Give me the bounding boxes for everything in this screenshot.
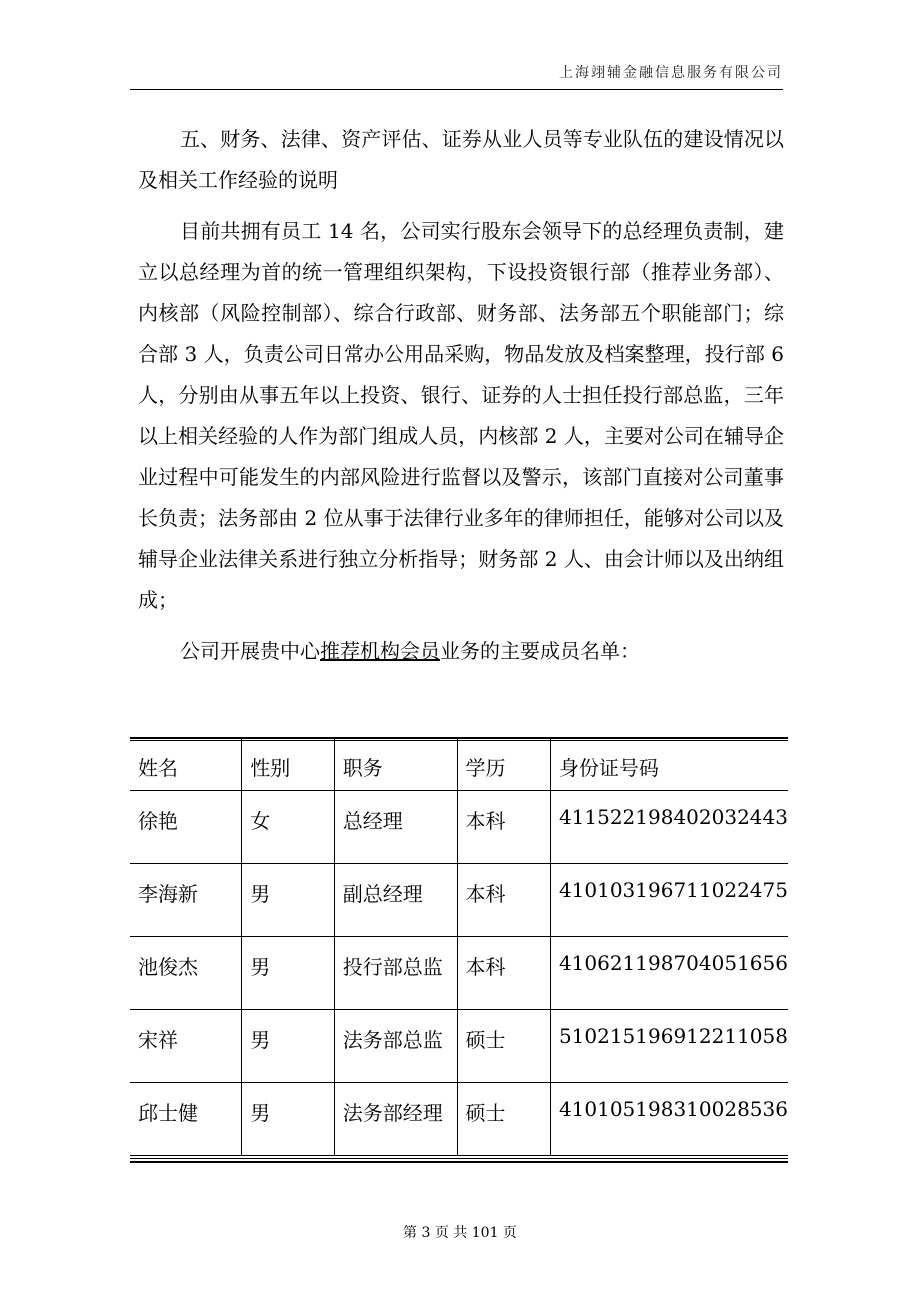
page-header-company: 上海翊辅金融信息服务有限公司: [559, 65, 783, 81]
cell-name: 邱士健: [130, 1082, 242, 1155]
cell-name: 徐艳: [130, 790, 242, 863]
header-rule: [130, 89, 783, 90]
member-list-intro: [138, 631, 784, 672]
cell-education: 硕士: [457, 1009, 550, 1082]
cell-id-number: 410105198310028536: [550, 1082, 788, 1155]
page-number-footer: 第 3 页 共 101 页: [403, 1225, 517, 1241]
cell-position: 总经理: [334, 790, 457, 863]
cell-position: 投行部总监: [334, 936, 457, 1009]
table-row: [130, 863, 788, 936]
cell-name: 池俊杰: [130, 936, 242, 1009]
section-body: 目前共拥有员工 14 名，公司实行股东会领导下的总经理负责制，建立以总经理为首的统一管理组织架构，下设投资银行部（推荐业务部）、内核部（风险控制部）、综合行政部、财务部、法务部五个职能部门；综合部 3 人，负责公司日常办公用品采购，物品发放及档案整理，投行部 6 人，分别由从事五年以上投资、银行、证券的人士担任投行部总监，三年以上相关经验的人作为部门组成人员，内核部 2 人，主要对公司在辅导企业过程中可能发生的内部风险进行监督以及警示，该部门直接对公司董事长负责；法务部由 2 位从事于法律行业多年的律师担任，能够对公司以及辅导企业法律关系进行独立分析指导；财务部 2 人、由会计师以及出纳组成；: [138, 219, 784, 612]
cell-position: 法务部总监: [334, 1009, 457, 1082]
cell-name: 李海新: [130, 863, 242, 936]
header-name: 姓名: [130, 738, 242, 790]
cell-id-number: 510215196912211058: [550, 1009, 788, 1082]
intro-text-before: 公司开展贵中心: [180, 639, 320, 663]
cell-gender: 男: [242, 936, 334, 1009]
table-row: [130, 790, 788, 863]
cell-position: 法务部经理: [334, 1082, 457, 1155]
table-header-row: [130, 738, 788, 790]
cell-gender: 男: [242, 863, 334, 936]
cell-education: 本科: [457, 863, 550, 936]
cell-education: 硕士: [457, 1082, 550, 1155]
cell-education: 本科: [457, 936, 550, 1009]
table-row: [130, 1009, 788, 1082]
cell-position: 副总经理: [334, 863, 457, 936]
intro-text-after: 业务的主要成员名单：: [440, 639, 640, 663]
member-table: [130, 738, 788, 1156]
header-gender: 性别: [242, 738, 334, 790]
cell-gender: 男: [242, 1082, 334, 1155]
cell-id-number: 410621198704051656: [550, 936, 788, 1009]
table-row: [130, 936, 788, 1009]
header-position: 职务: [334, 738, 457, 790]
intro-underlined-text: 推荐机构会员: [320, 639, 440, 663]
header-education: 学历: [457, 738, 550, 790]
cell-id-number: 411522198402032443: [550, 790, 788, 863]
cell-education: 本科: [457, 790, 550, 863]
table-row: [130, 1082, 788, 1155]
table-bottom-rule: [130, 1158, 788, 1163]
cell-id-number: 410103196711022475: [550, 863, 788, 936]
cell-gender: 男: [242, 1009, 334, 1082]
cell-gender: 女: [242, 790, 334, 863]
document-body: [138, 119, 784, 676]
cell-name: 宋祥: [130, 1009, 242, 1082]
section-heading: 五、财务、法律、资产评估、证券从业人员等专业队伍的建设情况以及相关工作经验的说明: [138, 127, 784, 192]
header-id-number: 身份证号码: [550, 738, 788, 790]
